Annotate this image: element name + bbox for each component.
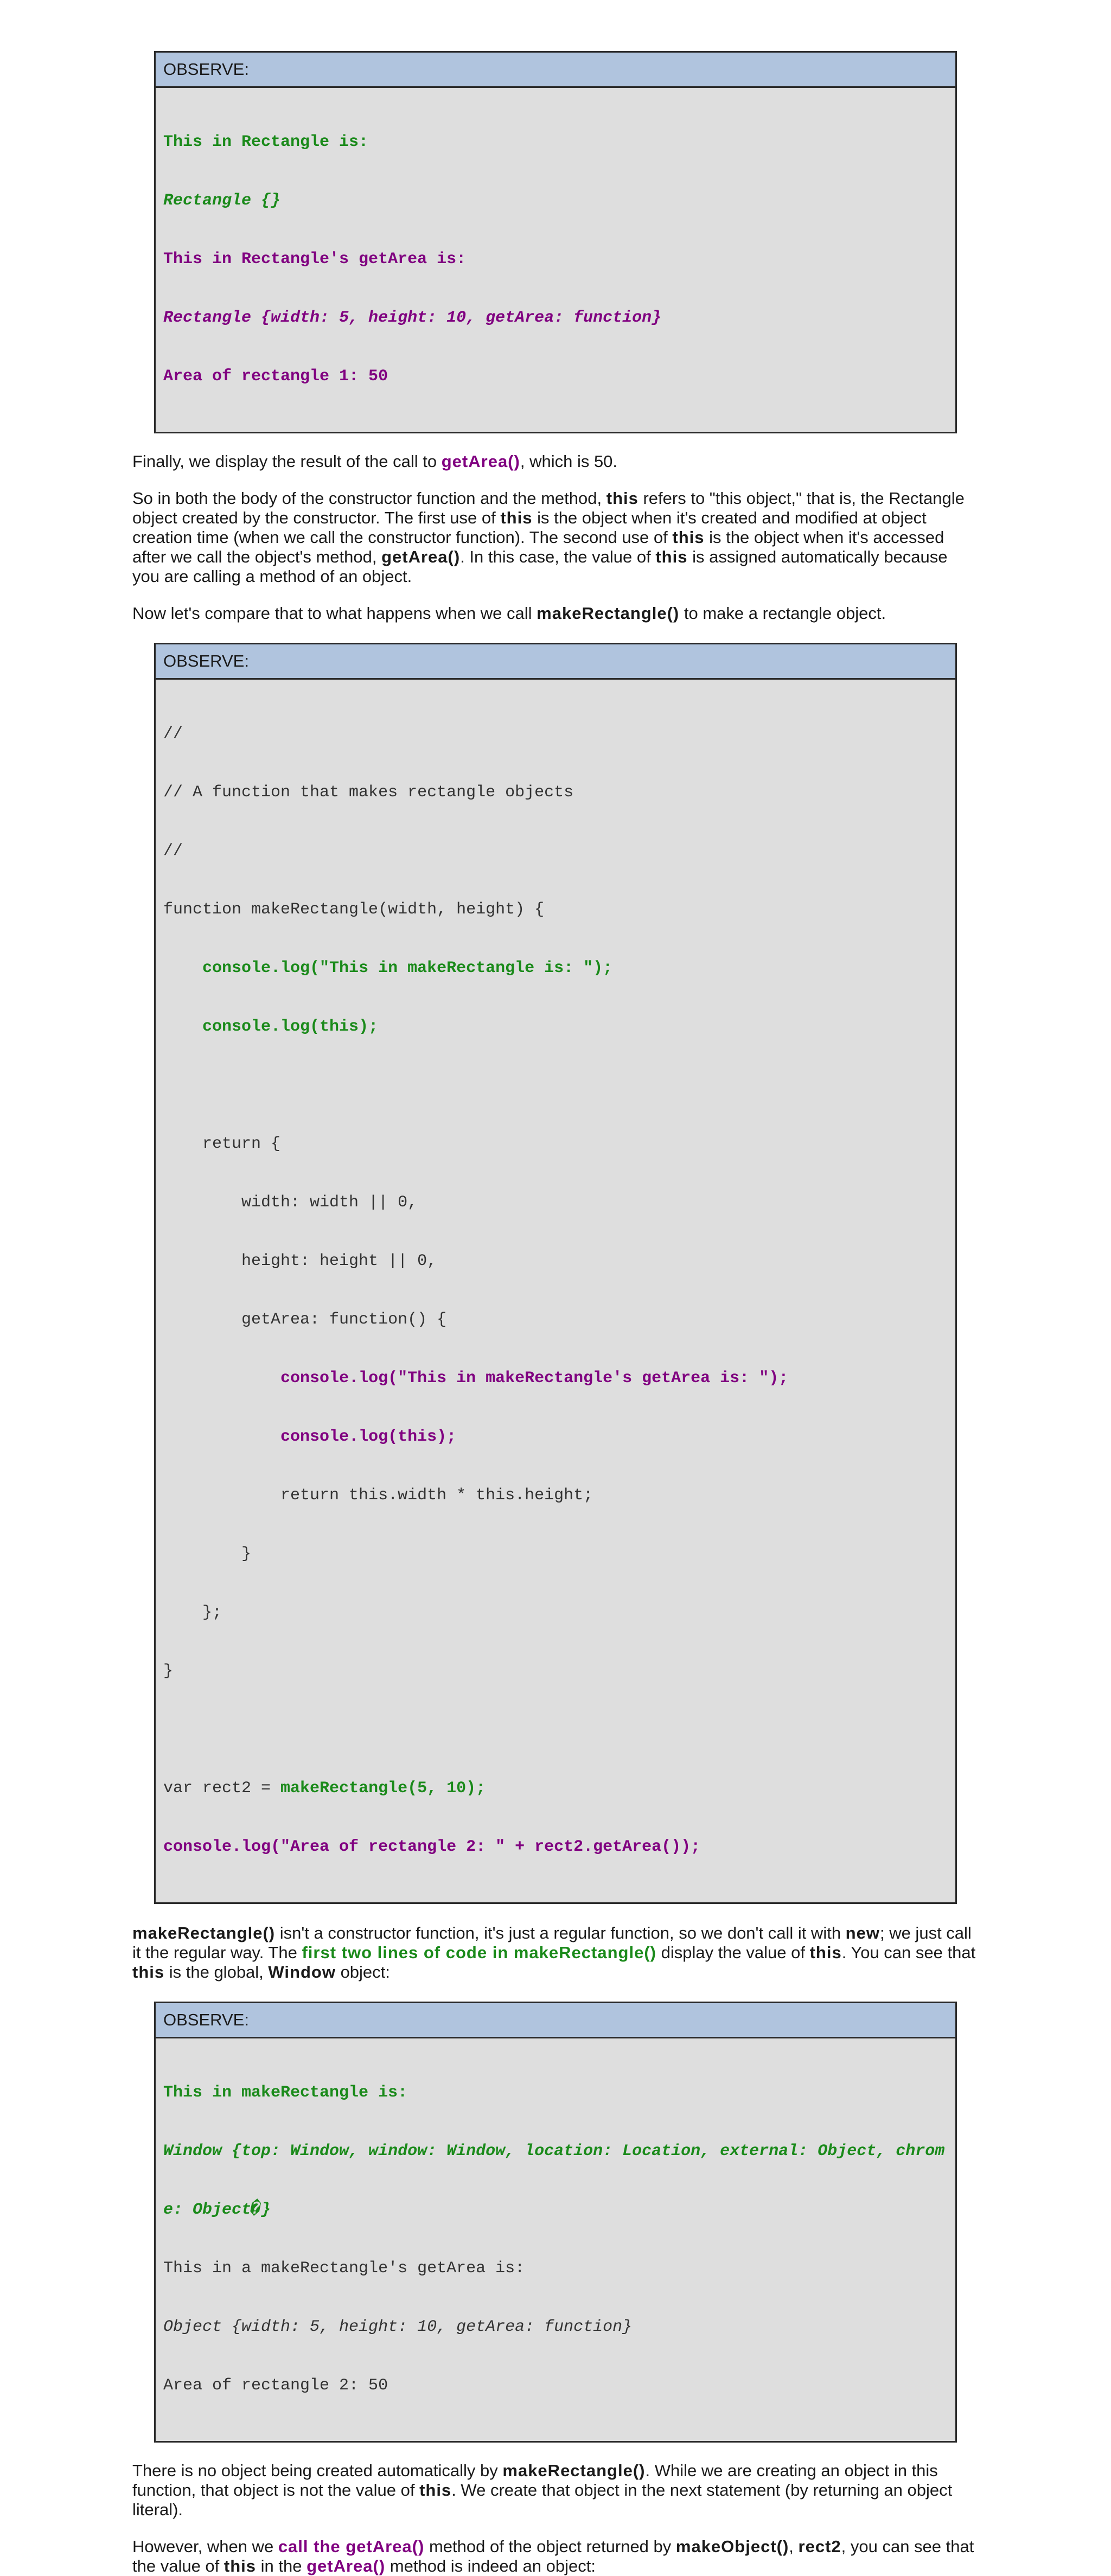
code-line: This in makeRectangle is: (163, 2083, 408, 2102)
text-run: isn't a constructor function, it's just a regular function, so we don't call it with (275, 1923, 846, 1942)
paragraph-1 (132, 452, 979, 471)
code-line (163, 958, 948, 978)
text-run: object: (335, 1963, 390, 1981)
code-line: e: Object�} (163, 2201, 271, 2219)
code-line: This in a makeRectangle's getArea is: (163, 2259, 525, 2278)
code-ref: Window (268, 1963, 336, 1981)
text-run: Now let's compare that to what happens when we call (132, 604, 537, 623)
code-line: Rectangle {} (163, 191, 281, 210)
code-ref: this (224, 2556, 257, 2575)
code-line: height: height || 0, (163, 1252, 437, 1270)
text-run: is assigned automatically because you are calling a method of an object. (132, 547, 948, 586)
paragraph-6 (132, 2537, 979, 2576)
text-run: display the value of (656, 1943, 810, 1962)
observe-header: OBSERVE: (156, 644, 955, 680)
code-ref: this (132, 1963, 165, 1981)
code-text: var rect2 = (163, 1779, 281, 1798)
text-run: in the (256, 2556, 307, 2575)
code-line: return { (163, 1135, 281, 1153)
code-line: Rectangle {width: 5, height: 10, getArea: function} (163, 309, 662, 327)
code-ref: this (500, 508, 533, 527)
code-line (163, 1369, 948, 1388)
code-ref: getArea() (381, 547, 461, 566)
document-page (132, 51, 979, 2576)
observe-box-2 (154, 643, 957, 1904)
observe-header: OBSERVE: (156, 53, 955, 88)
code-ref: new (845, 1923, 880, 1942)
paragraph-5 (132, 2461, 979, 2520)
text-run: . We create that object in the next statement (by returning an object literal). (132, 2481, 953, 2519)
text-run: is the object when it's accessed after we call the object's method, (132, 528, 944, 566)
text-run: ; we just call it the regular way. The (132, 1923, 972, 1962)
code-line: width: width || 0, (163, 1193, 418, 1212)
code-ref: makeRectangle() (537, 604, 680, 623)
paragraph-4 (132, 1923, 979, 1982)
code-ref: makeRectangle() (502, 2461, 646, 2480)
code-listing (156, 680, 955, 1902)
code-line: return this.width * this.height; (163, 1486, 593, 1505)
text-run: refers to "this object," that is, the Rectangle object created by the constructor. The first use of (132, 489, 965, 527)
code-line: This in Rectangle's getArea is: (163, 250, 467, 269)
text-run: . You can see that (841, 1943, 976, 1962)
text-run: to make a rectangle object. (679, 604, 886, 623)
code-line: // (163, 842, 183, 860)
code-line: // (163, 725, 183, 743)
paragraph-2 (132, 489, 979, 586)
paragraph-3 (132, 604, 979, 623)
code-line (163, 1076, 948, 1095)
text-run: is the global, (164, 1963, 269, 1981)
code-line (163, 1720, 948, 1740)
code-line: function makeRectangle(width, height) { (163, 900, 545, 919)
text-run: , which is 50. (520, 452, 618, 471)
text-run: . While we are creating an object in this function, that object is not the value of (132, 2461, 938, 2500)
code-line: } (163, 1662, 174, 1680)
code-line (163, 1427, 948, 1447)
code-line: Object {width: 5, height: 10, getArea: function} (163, 2318, 633, 2336)
code-line: Window {top: Window, window: Window, location: Location, external: Object, chrom (163, 2142, 945, 2160)
text-run: is the object when it's created and modified at object creation time (when we call the constructor function). The second use of (132, 508, 927, 547)
highlight-code: makeRectangle(5, 10); (280, 1779, 486, 1798)
console-output (156, 88, 955, 432)
code-ref: this (606, 489, 638, 508)
highlight-code: console.log(this); (202, 1018, 379, 1036)
text-run: So in both the body of the constructor function and the method, (132, 489, 606, 508)
text-run: method is indeed an object: (385, 2556, 596, 2575)
code-line: Area of rectangle 1: 50 (163, 367, 388, 386)
code-line (163, 1017, 948, 1037)
text-run: Finally, we display the result of the call to (132, 452, 442, 471)
text-run: There is no object being created automatically by (132, 2461, 503, 2480)
observe-header: OBSERVE: (156, 2003, 955, 2038)
code-line: getArea: function() { (163, 1311, 447, 1329)
code-line: This in Rectangle is: (163, 133, 369, 151)
code-line (163, 1779, 948, 1798)
code-ref: rect2 (798, 2537, 841, 2556)
code-line: } (163, 1545, 252, 1563)
code-ref: call the getArea() (278, 2537, 425, 2556)
text-run: , you can see that the value of (132, 2537, 974, 2575)
observe-box-3 (154, 2002, 957, 2443)
highlight-code: console.log(this); (280, 1428, 457, 1446)
code-ref: makeRectangle() (132, 1923, 276, 1942)
highlight-code: console.log("This in makeRectangle's getArea is: "); (280, 1369, 789, 1388)
code-ref: this (655, 547, 688, 566)
text-run: However, when we (132, 2537, 278, 2556)
code-ref: this (809, 1943, 842, 1962)
code-ref: this (419, 2481, 452, 2500)
code-line: // A function that makes rectangle objects (163, 783, 574, 802)
code-line: console.log("Area of rectangle 2: " + rect2.getArea()); (163, 1838, 701, 1856)
console-output (156, 2038, 955, 2441)
code-line: Area of rectangle 2: 50 (163, 2376, 388, 2395)
indent (163, 959, 202, 977)
code-line: }; (163, 1603, 222, 1622)
code-ref: first two lines of code in makeRectangle() (302, 1943, 656, 1962)
code-ref: this (672, 528, 705, 547)
text-run: , (789, 2537, 799, 2556)
code-ref: getArea() (307, 2556, 386, 2575)
highlight-code: console.log("This in makeRectangle is: "); (202, 959, 613, 977)
text-run: . In this case, the value of (460, 547, 656, 566)
text-run: method of the object returned by (424, 2537, 676, 2556)
code-ref: getArea() (441, 452, 520, 471)
observe-box-1 (154, 51, 957, 433)
code-ref: makeObject() (675, 2537, 789, 2556)
